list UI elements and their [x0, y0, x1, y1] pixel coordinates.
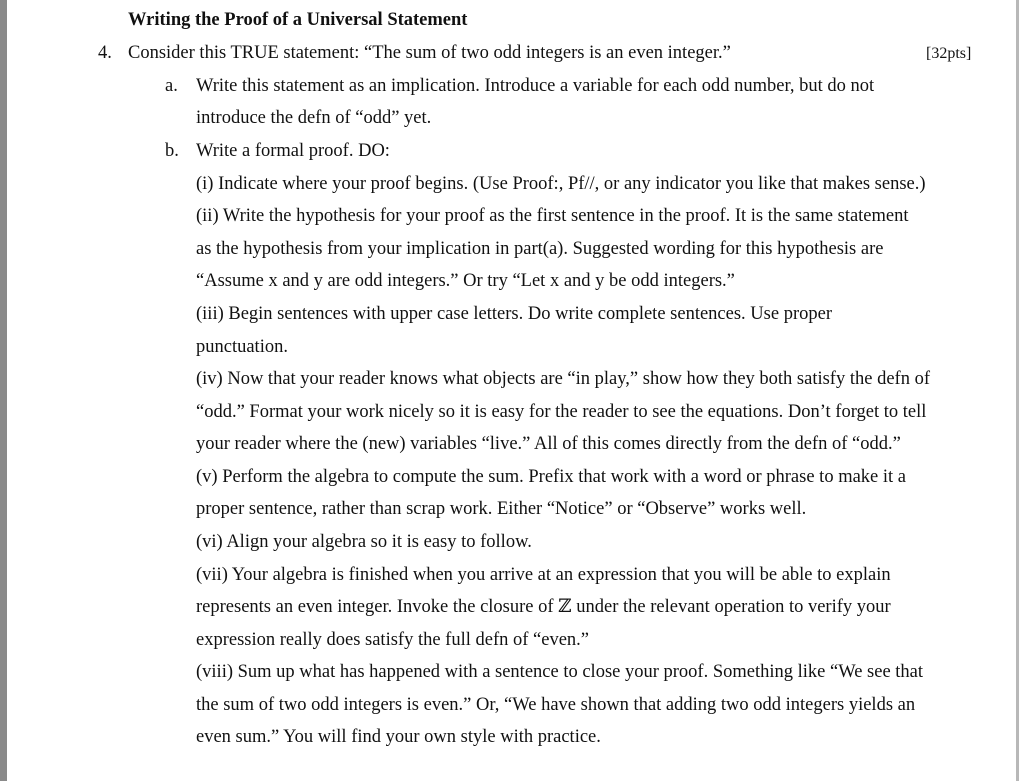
instruction-line: as the hypothesis from your implication in part(a). Suggested wording for this hypothesis are: [196, 239, 884, 259]
instruction-line: (viii) Sum up what has happened with a sentence to close your proof. Something like “We see that: [196, 662, 924, 682]
instruction-line: punctuation.: [196, 337, 288, 357]
instruction-line: “odd.” Format your work nicely so it is easy for the reader to see the equations. Don’t forget to tell: [196, 402, 927, 422]
problem-number: 4.: [98, 43, 112, 63]
instruction-line: (i) Indicate where your proof begins. (Use Proof:, Pf//, or any indicator you like that makes sense.): [196, 174, 926, 194]
instruction-line: (iii) Begin sentences with upper case letters. Do write complete sentences. Use proper: [196, 304, 832, 324]
part-a-label: a.: [165, 76, 178, 96]
instruction-line: the sum of two odd integers is even.” Or, “We have shown that adding two odd integers yields an: [196, 695, 916, 715]
part-b-label: b.: [165, 141, 179, 161]
page-right-border: [1016, 0, 1019, 781]
instruction-line: (iv) Now that your reader knows what objects are “in play,” show how they both satisfy the defn of: [196, 369, 930, 389]
instruction-line: proper sentence, rather than scrap work. Either “Notice” or “Observe” works well.: [196, 499, 807, 519]
part-b-intro: Write a formal proof. DO:: [196, 141, 390, 161]
instruction-line: (vi) Align your algebra so it is easy to follow.: [196, 532, 532, 552]
problem-statement: Consider this TRUE statement: “The sum of two odd integers is an even integer.”: [128, 43, 731, 63]
instruction-line: (ii) Write the hypothesis for your proof as the first sentence in the proof. It is the same statement: [196, 206, 909, 226]
part-a-line: introduce the defn of “odd” yet.: [196, 108, 432, 128]
page-left-border: [0, 0, 7, 781]
points-label: [32pts]: [926, 45, 972, 62]
instruction-line: (vii) Your algebra is finished when you arrive at an expression that you will be able to explain: [196, 565, 891, 585]
instruction-line: even sum.” You will find your own style with practice.: [196, 727, 601, 747]
instruction-line: expression really does satisfy the full defn of “even.”: [196, 630, 589, 650]
instruction-line: “Assume x and y are odd integers.” Or try “Let x and y be odd integers.”: [196, 271, 735, 291]
document-heading: Writing the Proof of a Universal Statement: [128, 10, 468, 30]
instruction-line: your reader where the (new) variables “live.” All of this comes directly from the defn of “odd.”: [196, 434, 901, 454]
part-a-line: Write this statement as an implication. Introduce a variable for each odd number, but do not: [196, 76, 875, 96]
instruction-line: (v) Perform the algebra to compute the sum. Prefix that work with a word or phrase to make it a: [196, 467, 906, 487]
instruction-line: represents an even integer. Invoke the closure of ℤ under the relevant operation to verify your: [196, 597, 891, 617]
